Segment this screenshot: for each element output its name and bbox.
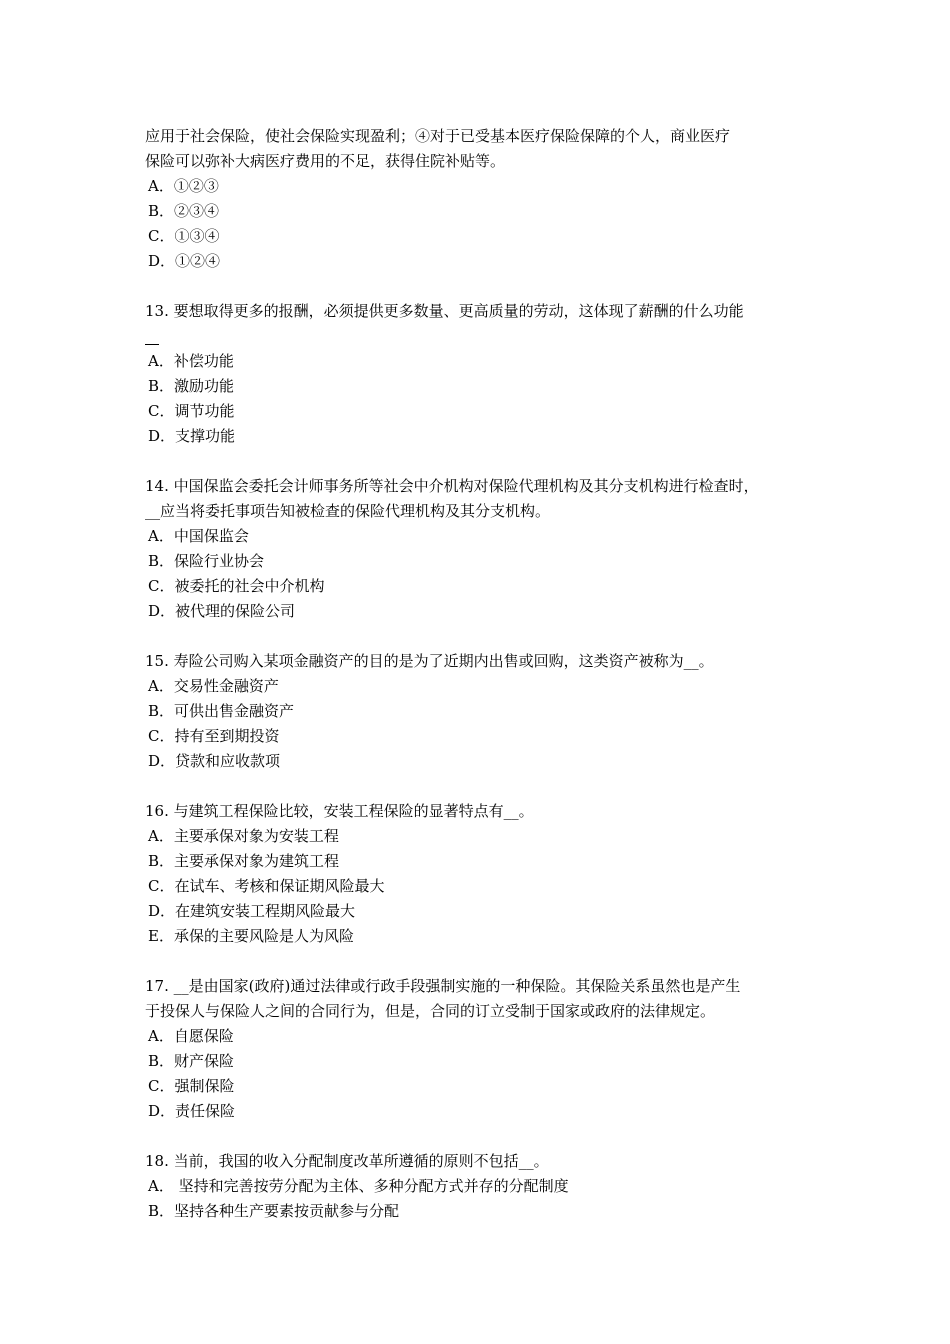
option-d: D．责任保险 bbox=[148, 1102, 236, 1120]
option-a: A．交易性金融资产 bbox=[148, 677, 279, 695]
question-text-line: 15. 寿险公司购入某项金融资产的目的是为了近期内出售或回购，这类资产被称为__。 bbox=[145, 652, 714, 670]
option-c: C．被委托的社会中介机构 bbox=[148, 577, 325, 595]
answer-blank bbox=[145, 324, 815, 349]
question-16 bbox=[145, 799, 815, 949]
option-b: B．②③④ bbox=[148, 202, 220, 220]
option-a: A．主要承保对象为安装工程 bbox=[148, 827, 339, 845]
question-text-line: 17. __是由国家(政府)通过法律或行政手段强制实施的一种保险。其保险关系虽然也是产生 bbox=[145, 977, 741, 995]
document-page bbox=[145, 124, 815, 1224]
option-b: B．激励功能 bbox=[148, 377, 235, 395]
question-15 bbox=[145, 649, 815, 774]
option-a: A． 坚持和完善按劳分配为主体、多种分配方式并存的分配制度 bbox=[148, 1177, 569, 1195]
question-12-continuation bbox=[145, 124, 815, 274]
option-a: A．补偿功能 bbox=[148, 352, 234, 370]
question-text-line: 18. 当前，我国的收入分配制度改革所遵循的原则不包括__。 bbox=[145, 1152, 549, 1170]
question-14 bbox=[145, 474, 815, 624]
option-b: B．坚持各种生产要素按贡献参与分配 bbox=[148, 1202, 400, 1220]
question-text-line: 应用于社会保险，使社会保险实现盈利；④对于已受基本医疗保险保障的个人，商业医疗 bbox=[145, 127, 731, 145]
option-d: D．支撑功能 bbox=[148, 427, 236, 445]
option-e: E．承保的主要风险是人为风险 bbox=[148, 927, 354, 945]
option-d: D．贷款和应收款项 bbox=[148, 752, 281, 770]
question-17 bbox=[145, 974, 815, 1124]
option-a: A．①②③ bbox=[148, 177, 219, 195]
option-b: B．保险行业协会 bbox=[148, 552, 265, 570]
option-c: C．在试车、考核和保证期风险最大 bbox=[148, 877, 385, 895]
question-text-line: 13. 要想取得更多的报酬，必须提供更多数量、更高质量的劳动，这体现了薪酬的什么功能 bbox=[145, 302, 744, 320]
option-d: D．①②④ bbox=[148, 252, 221, 270]
option-c: C．①③④ bbox=[148, 227, 220, 245]
option-c: C．强制保险 bbox=[148, 1077, 235, 1095]
option-c: C．持有至到期投资 bbox=[148, 727, 280, 745]
option-a: A．中国保监会 bbox=[148, 527, 249, 545]
question-text-line: 14. 中国保监会委托会计师事务所等社会中介机构对保险代理机构及其分支机构进行检查时， bbox=[145, 477, 759, 495]
option-b: B．财产保险 bbox=[148, 1052, 235, 1070]
option-d: D．在建筑安装工程期风险最大 bbox=[148, 902, 356, 920]
question-text-line: 保险可以弥补大病医疗费用的不足，获得住院补贴等。 bbox=[145, 152, 506, 170]
question-text-line: __应当将委托事项告知被检查的保险代理机构及其分支机构。 bbox=[145, 502, 551, 520]
option-b: B．主要承保对象为建筑工程 bbox=[148, 852, 340, 870]
question-13 bbox=[145, 299, 815, 449]
question-18 bbox=[145, 1149, 815, 1224]
option-d: D．被代理的保险公司 bbox=[148, 602, 296, 620]
option-b: B．可供出售金融资产 bbox=[148, 702, 295, 720]
question-text-line: 于投保人与保险人之间的合同行为，但是，合同的订立受制于国家或政府的法律规定。 bbox=[145, 1002, 716, 1020]
question-text-line: 16. 与建筑工程保险比较，安装工程保险的显著特点有__。 bbox=[145, 802, 534, 820]
option-a: A．自愿保险 bbox=[148, 1027, 234, 1045]
option-c: C．调节功能 bbox=[148, 402, 235, 420]
